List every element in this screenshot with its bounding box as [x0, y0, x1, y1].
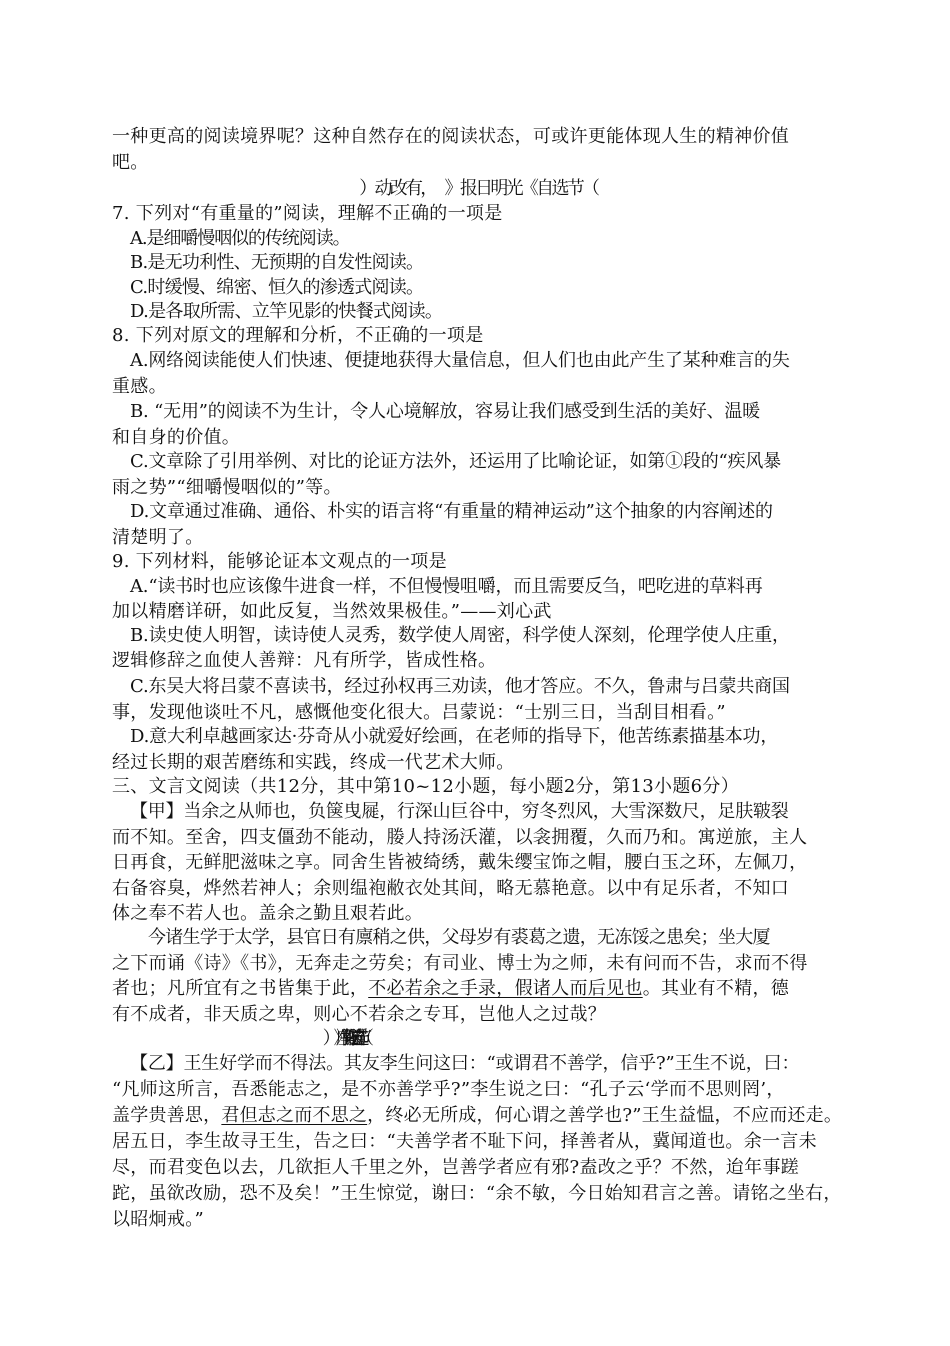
- text-line: 一种更高的阅读境界呢？这种自然存在的阅读状态，可或许更能体现人生的精神价值: [112, 126, 790, 147]
- text-line: [112, 976, 842, 1002]
- text-line: 右备容臭，烨然若神人；余则缊袍敝衣处其间，略无慕艳意。以中有足乐者，不知口: [112, 878, 790, 899]
- option-d: D.意大利卓越画家达·芬奇从小就爱好绘画，在老师的指导下，他苦练素描基本功，: [130, 726, 779, 747]
- text-line: 而不知。至舍，四支僵劲不能动，媵人持汤沃灌，以衾拥覆，久而乃和。寓逆旅，主人: [112, 827, 808, 848]
- option-a: A.“读书时也应该像牛进食一样，不但慢慢咀嚼，而且需要反刍，吧吃进的草料再: [130, 576, 763, 597]
- text-line: 之下而诵《诗》《书》，无奔走之劳矣；有司业、博士为之师，未有问而不告，求而不得: [112, 953, 808, 974]
- source-note: [582, 176, 950, 202]
- text-line: “凡师这所言，吾悉能志之，是不亦善学乎?”李生说之曰：“孔子云‘学而不思则罔’，: [112, 1079, 785, 1100]
- text-line: 跎，虽欲改励，恐不及矣！”王生惊觉，谢曰：“余不敏，今日始知君言之善。请铭之坐右，: [112, 1183, 842, 1204]
- text-line: 重感。: [112, 376, 167, 397]
- text-line: 吧。: [112, 152, 149, 173]
- text-line: 经过长期的艰苦磨练和实践，终成一代艺术大师。: [112, 752, 515, 773]
- option-a: A.网络阅读能使人们快速、便捷地获得大量信息，但人们也由此产生了某种难言的失: [130, 350, 790, 371]
- text-line: 雨之势”“细嚼慢咽似的”等。: [112, 477, 342, 498]
- text-line: 尽，而君变色以去，几欲拒人千里之外，岂善学者应有邪?盍改之乎？不然，迨年事蹉: [112, 1157, 800, 1178]
- text-line: 居五日，李生故寻王生，告之曰：“夫善学者不耻下问，择善者从，冀闻道也。余一言未: [112, 1131, 817, 1152]
- option-a: A.是细嚼慢咽似的传统阅读。: [130, 228, 350, 249]
- text-line: [112, 1103, 842, 1129]
- source-note: [356, 1026, 950, 1052]
- text-segment: 盖学贵善思，: [112, 1105, 222, 1126]
- option-b: B. “无用”的阅读不为生计，令人心境解放，容易让我们感受到生活的美好、温暖: [130, 401, 760, 422]
- question-7: 7. 下列对“有重量的”阅读，理解不正确的一项是: [112, 203, 503, 224]
- text-segment: 。其业有不精，德: [642, 978, 790, 999]
- text-line: 事，发现他谈吐不凡，感慨他变化很大。吕蒙说：“士别三日，当刮目相看。”: [112, 702, 726, 723]
- text-line: 以昭炯戒。”: [112, 1209, 205, 1230]
- section-heading: 三、文言文阅读（共12分，其中第10~12小题，每小题2分，第13小题6分）: [112, 776, 740, 797]
- option-d: D.文章通过准确、通俗、朴实的语言将“有重量的精神运动”这个抽象的内容阐述的: [130, 501, 773, 522]
- text-segment: ，终必无所成，何心谓之善学也?”王生益愠，不应而还走。: [367, 1105, 843, 1126]
- option-c: C.文章除了引用举例、对比的论证方法外，还运用了比喻论证，如第①段的“疾风暴: [130, 451, 781, 472]
- option-c: C.时缓慢、绵密、恒久的渗透式阅读。: [130, 277, 424, 298]
- passage-jia: 【甲】当余之从师也，负箧曳屣，行深山巨谷中，穷冬烈风，大雪深数尺，足肤皲裂: [130, 801, 789, 822]
- underlined-sentence: 君但志之而不思之: [221, 1105, 368, 1126]
- option-c: C.东吴大将吕蒙不喜读书，经过孙权再三劝读，他才答应。不久，鲁肃与吕蒙共商国: [130, 676, 790, 697]
- text-line: 逻辑修辞之血使人善辩：凡有所学，皆成性格。: [112, 650, 497, 671]
- text-line: 加以精磨详研，如此反复，当然效果极佳。”——刘心武: [112, 601, 552, 622]
- passage-yi: 【乙】王生好学而不得法。其友李生问这曰：“或谓君不善学，信乎?”王生不说，曰：: [130, 1053, 800, 1074]
- text-line: 和自身的价值。: [112, 427, 241, 448]
- question-8: 8. 下列对原文的理解和分析，不正确的一项是: [112, 325, 484, 346]
- text-line: 今诸生学于太学，县官日有廪稍之供，父母岁有裘葛之遗，无冻馁之患矣；坐大厦: [148, 927, 770, 948]
- option-d: D.是各取所需、立竿见影的快餐式阅读。: [130, 301, 443, 322]
- text-line: 有不成者，非天质之卑，则心不若余之专耳，岂他人之过哉？: [112, 1004, 607, 1025]
- text-segment: 者也；凡所宜有之书皆集于此，: [112, 978, 369, 999]
- underlined-sentence: 不必若余之手录，假诸人而后见也: [368, 978, 643, 999]
- question-9: 9. 下列材料，能够论证本文观点的一项是: [112, 551, 447, 572]
- text-line: 体之奉不若人也。盖余之勤且艰若此。: [112, 903, 424, 924]
- text-line: 日再食，无鲜肥滋味之享。同舍生皆被绮绣，戴朱缨宝饰之帽，腰白玉之环，左佩刀，: [112, 852, 808, 873]
- option-b: B.读史使人明智，读诗使人灵秀，数学使人周密，科学使人深刻，伦理学使人庄重，: [130, 625, 790, 646]
- text-line: 清楚明了。: [112, 527, 204, 548]
- option-b: B.是无功利性、无预期的自发性阅读。: [130, 252, 424, 273]
